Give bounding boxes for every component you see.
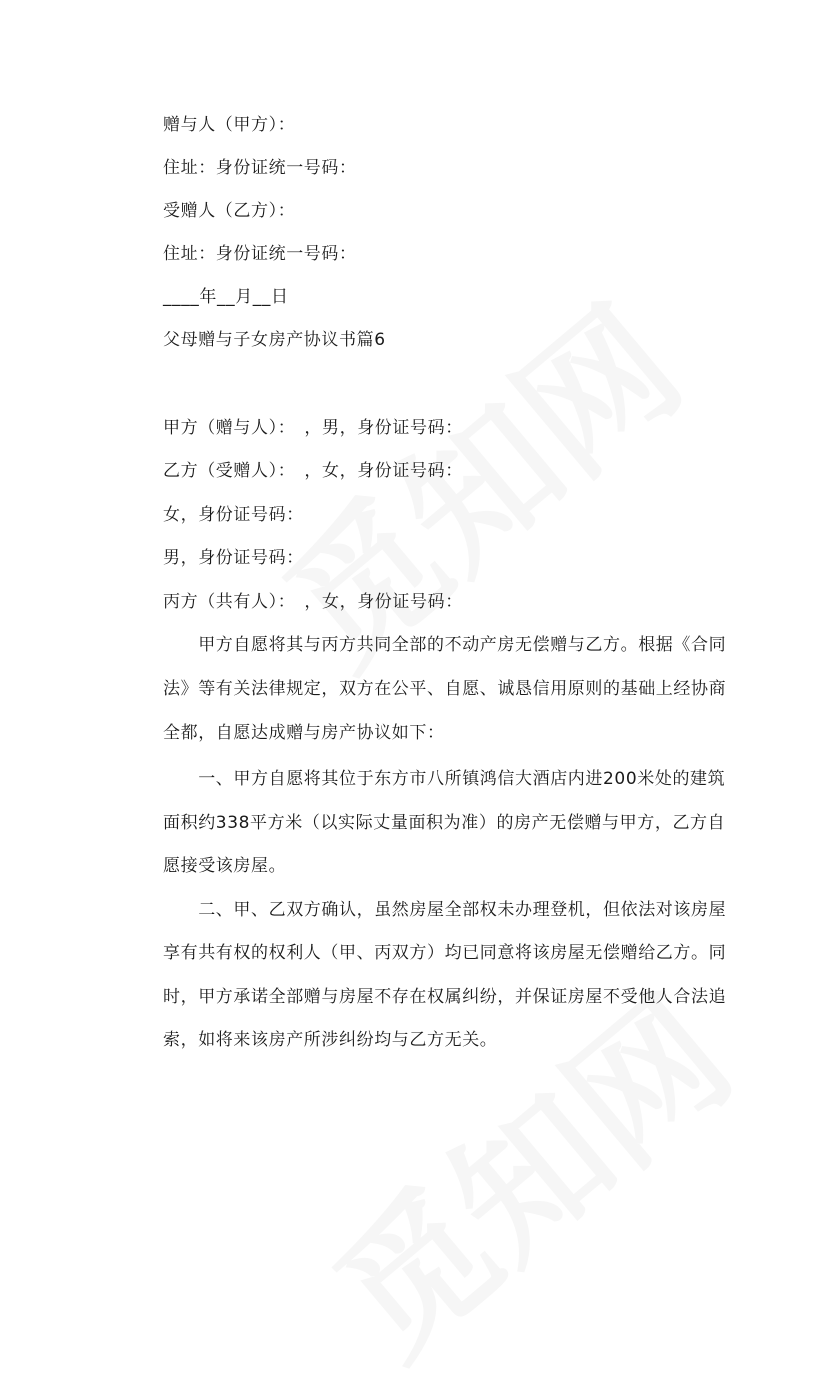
date-line: ____年__月__日 — [163, 287, 289, 307]
paragraph-3-line-4: 索，如将来该房产所涉纠纷均与乙方无关。 — [163, 1030, 498, 1050]
section-title: 父母赠与子女房产协议书篇6 — [163, 330, 386, 350]
donor-address-id: 住址：身份证统一号码： — [163, 158, 357, 178]
party-a-line: 甲方（赠与人）： ，男，身份证号码： — [163, 418, 463, 438]
paragraph-1-line-2: 法》等有关法律规定，双方在公平、自愿、诚恳信用原则的基础上经协商 — [163, 679, 727, 699]
paragraph-2-line-1: 一、甲方自愿将其位于东方市八所镇鸿信大酒店内进200米处的建筑 — [163, 769, 726, 789]
party-c-line: 丙方（共有人）： ，女，身份证号码： — [163, 592, 463, 612]
recipient-address-id: 住址：身份证统一号码： — [163, 244, 357, 264]
recipient-label: 受赠人（乙方）： — [163, 201, 296, 221]
paragraph-3-line-3: 时，甲方承诺全部赠与房屋不存在权属纠纷，并保证房屋不受他人合法追 — [163, 987, 727, 1007]
female-id-line: 女，身份证号码： — [163, 505, 304, 525]
paragraph-2-line-2: 面积约338平方米（以实际丈量面积为准）的房产无偿赠与甲方，乙方自 — [163, 813, 726, 833]
paragraph-1-line-3: 全都，自愿达成赠与房产协议如下： — [163, 723, 445, 743]
paragraph-2-line-3: 愿接受该房屋。 — [163, 856, 287, 876]
watermark — [283, 941, 767, 1395]
paragraph-3-line-1: 二、甲、乙双方确认，虽然房屋全部权未办理登机，但依法对该房屋 — [163, 900, 727, 920]
donor-label: 赠与人（甲方）： — [163, 115, 296, 135]
party-b-line: 乙方（受赠人）： ，女，身份证号码： — [163, 461, 463, 481]
paragraph-3-line-2: 享有共有权的权利人（甲、丙双方）均已同意将该房屋无偿赠给乙方。同 — [163, 943, 727, 963]
male-id-line: 男，身份证号码： — [163, 548, 304, 568]
paragraph-1-line-1: 甲方自愿将其与丙方共同全部的不动产房无偿赠与乙方。根据《合同 — [163, 635, 727, 655]
